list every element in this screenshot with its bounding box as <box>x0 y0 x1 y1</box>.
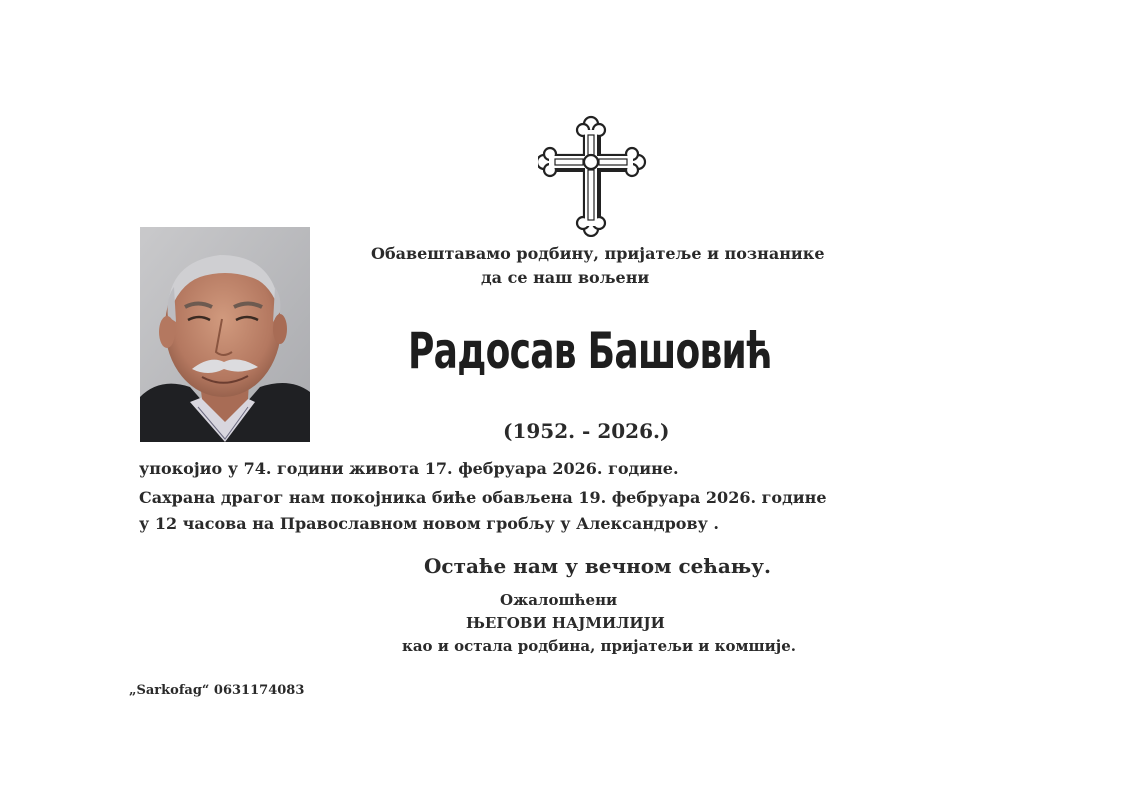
mourners-heading: Ожалошћени <box>500 591 618 609</box>
deceased-name: Радосав Башовић <box>408 322 772 380</box>
death-notice-line: упокојио у 74. години живота 17. фебруара 2026. године. <box>139 459 679 478</box>
life-years: (1952. - 2026.) <box>503 419 670 443</box>
funeral-location-line: у 12 часова на Православном новом гробљу у Александрову . <box>139 514 719 533</box>
mourners-others: као и остала родбина, пријатељи и комшије. <box>402 637 796 655</box>
orthodox-cross-icon <box>538 115 648 237</box>
intro-line: да се наш вољени <box>481 268 650 287</box>
memorial-phrase: Остаће нам у вечном сећању. <box>424 554 771 578</box>
intro-line: Обавештавамо родбину, пријатеље и познанике <box>371 244 825 263</box>
mourners-family: ЊЕГОВИ НАЈМИЛИЈИ <box>466 614 665 632</box>
funeral-agency-contact: „Sarkofag“ 0631174083 <box>129 683 305 698</box>
funeral-info-line: Сахрана драгог нам покојника биће обављена 19. фебруара 2026. године <box>139 488 827 507</box>
deceased-portrait-photo <box>140 227 310 442</box>
